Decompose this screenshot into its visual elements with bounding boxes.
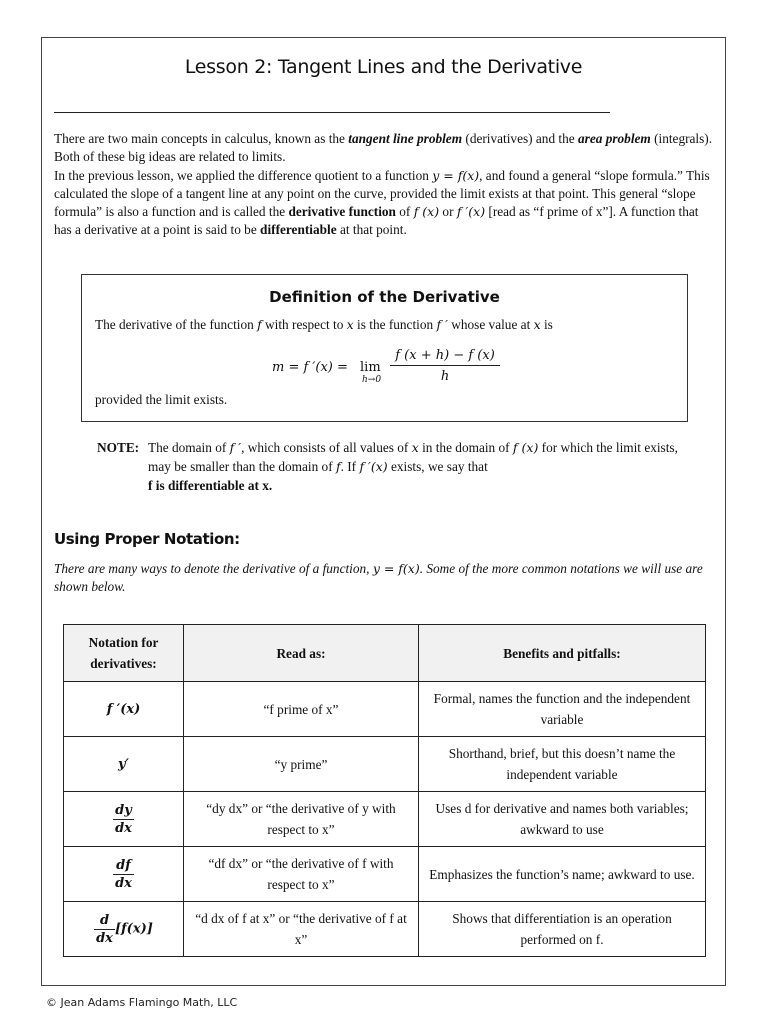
table-cell-benefit: Shows that differentiation is an operation performed on f. [419,902,706,957]
table-row [64,682,706,737]
title-divider [54,112,610,113]
definition-box [81,274,688,422]
note-conclusion: f is differentiable at x. [148,478,273,493]
notation-f-prime: f ′(x) [106,702,141,717]
notation-y-prime: y′ [118,757,129,772]
notation-d-dx-operator: $\frac{d}{dx}$ [96,912,113,946]
table-row [64,902,706,957]
table-cell-benefit: Uses d for derivative and names both variables; awkward to use [419,792,706,847]
differentiable-term: differentiable [260,222,337,238]
notation-table [63,624,706,957]
definition-footer: provided the limit exists. [95,392,228,407]
formula-numerator: f (x + h) − f (x) [390,348,500,366]
table-header-notation: Notation for derivatives: [64,625,184,682]
intro-paragraph-1: There are two main concepts in calculus, known as the tangent line problem (derivatives) and the area problem (integrals). Both of these big ideas are related to limits. [54,131,713,165]
table-row [64,737,706,792]
notation-d-dx-tail: [f(x)] [114,921,153,937]
derivative-function-term: derivative function [288,204,396,220]
table-cell-read: “f prime of x” [184,682,419,737]
table-row [64,847,706,902]
table-header-benefits: Benefits and pitfalls: [419,625,706,682]
intro-paragraph-2: In the previous lesson, we applied the difference quotient to a function y = f(x), and found a general “slope formula.” This calculated the slope of a tangent line at any point on the curve, provided the limit exists at that point. This general “slope formula” is also a function and is called the derivative function of f (x) or f ′(x) [read as “f prime of x”]. A function that has a derivative at a point is said to be differentiable at that point. [54,167,710,238]
note-label: NOTE: [97,440,140,455]
table-row [64,792,706,847]
definition-title: Definition of the Derivative [269,288,500,306]
definition-text: The derivative of the function f with respect to x is the function f ′ whose value at x is [95,317,553,332]
tangent-line-problem-term: tangent line problem [348,131,463,146]
table-cell-benefit: Emphasizes the function’s name; awkward to use. [419,847,706,902]
table-cell-read: “df dx” or “the derivative of f with respect to x” [184,847,419,902]
formula-lhs: m = f ′(x) = [272,360,348,375]
intro-text [54,130,714,240]
formula-limit-subscript: h→0 [362,375,382,385]
area-problem-term: area problem [578,131,651,146]
notation-df-dx: $\frac{df}{dx}$ [115,857,132,891]
table-cell-read: “d dx of f at x” or “the derivative of f at x” [184,902,419,957]
derivative-formula [272,347,532,387]
table-cell-benefit: Formal, names the function and the independent variable [419,682,706,737]
table-cell-read: “dy dx” or “the derivative of y with respect to x” [184,792,419,847]
page-title: Lesson 2: Tangent Lines and the Derivative [184,56,583,78]
copyright-footer: © Jean Adams Flamingo Math, LLC [46,996,238,1009]
table-cell-read: “y prime” [184,737,419,792]
formula-denominator: h [440,369,450,384]
formula-limit: lim [360,360,381,375]
section-description: There are many ways to denote the derivative of a function, y = f(x). Some of the more common notations we will use are shown below. [54,561,703,595]
notation-dy-dx: $\frac{dy}{dx}$ [115,802,132,836]
table-cell-benefit: Shorthand, brief, but this doesn’t name the independent variable [419,737,706,792]
table-header-row [64,625,706,682]
note-body: The domain of f ′, which consists of all values of x in the domain of f (x) for which the limit exists, may be smaller than the domain of f. If f ′(x) exists, we say that f is differentiable at x. [148,440,678,493]
section-heading: Using Proper Notation: [54,530,240,548]
table-header-read-as: Read as: [184,625,419,682]
